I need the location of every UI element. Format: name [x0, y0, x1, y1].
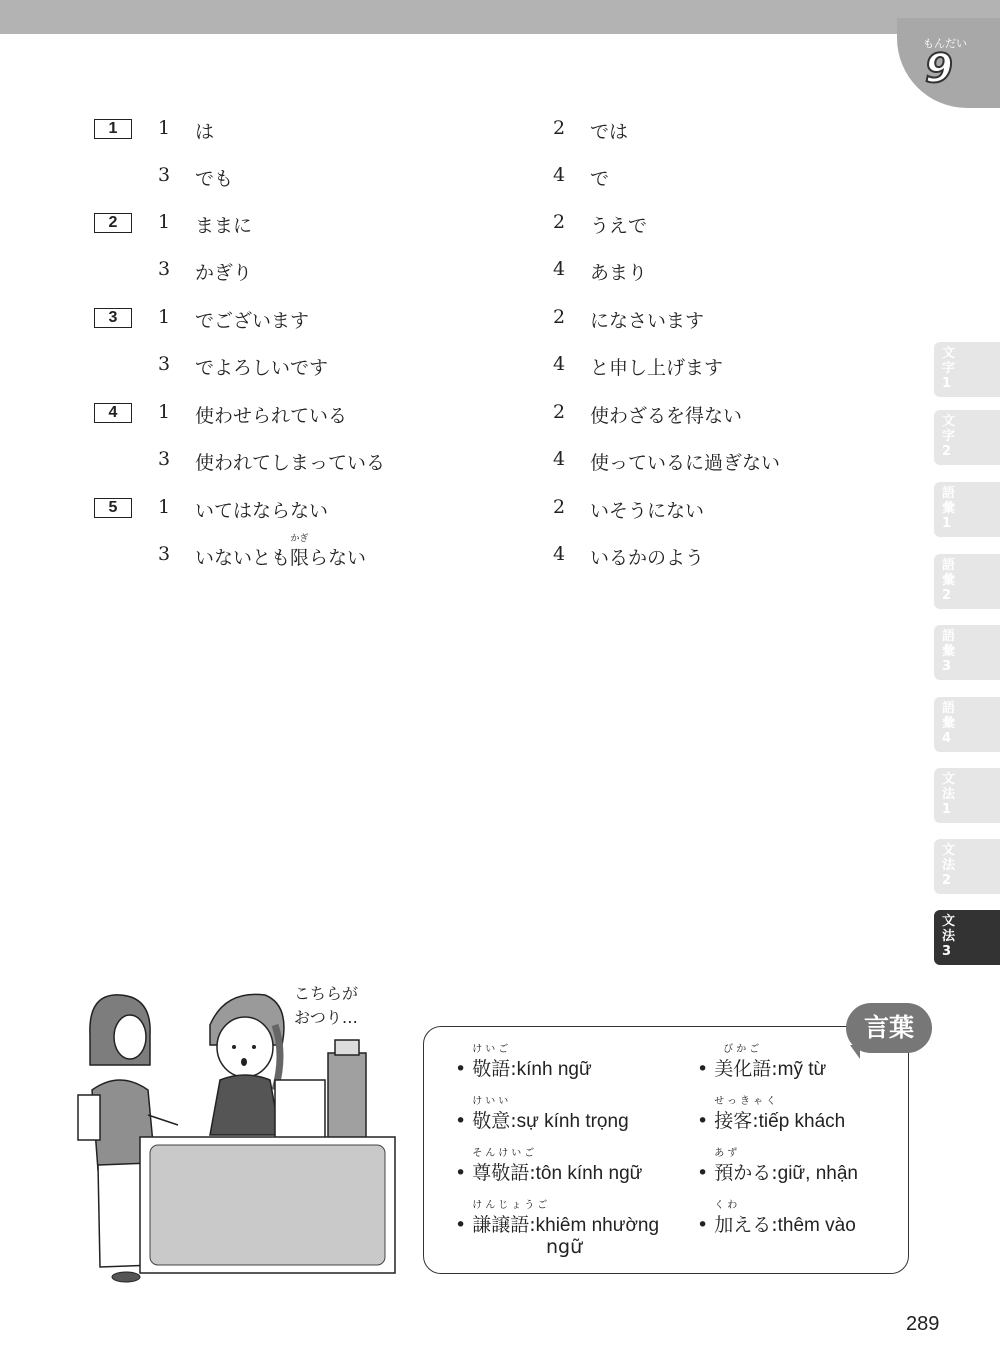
vocab-meaning: khiêm nhường [535, 1215, 660, 1236]
option-text: は [195, 121, 215, 143]
side-tab-moji-1[interactable]: 文 字 1 [934, 342, 1000, 397]
bullet: • [697, 1058, 709, 1080]
vocab-term: 敬意 [472, 1110, 511, 1132]
option-number: 4 [553, 448, 566, 470]
side-tab-bunpo-3[interactable]: 文 法 3 [934, 910, 1000, 965]
bullet: • [455, 1162, 467, 1184]
side-tab-goi-4[interactable]: 語 彙 4 [934, 697, 1000, 752]
option-text: と申し上げます [590, 357, 724, 379]
option-text: 使わせられている [195, 405, 348, 427]
option-text: いてはならない [195, 500, 329, 522]
vocab-meaning: tôn kính ngữ [535, 1163, 643, 1184]
vocab-meaning: tiếp khách [758, 1111, 846, 1132]
option-number: 1 [158, 117, 171, 139]
option-number: 2 [553, 306, 566, 328]
question-number: 5 [94, 498, 132, 518]
bullet: • [455, 1110, 467, 1132]
badge-caption: もんだい [923, 37, 967, 50]
side-tab-goi-1[interactable]: 語 彙 1 [934, 482, 1000, 537]
side-tab-bunpo-1[interactable]: 文 法 1 [934, 768, 1000, 823]
vocab-meaning: giữ, nhận [777, 1163, 858, 1184]
vocab-item: • くわ 加える:thêm vào [697, 1210, 856, 1237]
side-tab-bunpo-2[interactable]: 文 法 2 [934, 839, 1000, 894]
option-text: でよろしいです [195, 357, 329, 379]
option-text: いそうにない [590, 500, 705, 522]
top-bar [0, 0, 1000, 34]
option-text: あまり [590, 262, 648, 284]
page-number: 289 [906, 1313, 940, 1335]
option-text: うえで [590, 215, 648, 237]
question-number: 4 [94, 403, 132, 423]
option-number: 2 [553, 211, 566, 233]
shop-illustration [70, 985, 410, 1290]
vocab-item: • びかご 美化語:mỹ từ [697, 1054, 826, 1081]
option-number: 1 [158, 496, 171, 518]
option-text: いるかのよう [590, 547, 705, 569]
vocab-term: 謙譲語 [472, 1214, 530, 1236]
option-number: 2 [553, 401, 566, 423]
option-text: でございます [195, 310, 310, 332]
option-text: 使っているに過ぎない [590, 452, 781, 474]
bullet: • [455, 1214, 467, 1236]
option-text-post: らない [309, 547, 367, 569]
vocab-meaning: mỹ từ [777, 1059, 827, 1080]
option-number: 1 [158, 401, 171, 423]
bullet: • [697, 1162, 709, 1184]
question-number: 2 [94, 213, 132, 233]
option-text: では [590, 121, 629, 143]
vocab-meaning: kính ngữ [516, 1059, 592, 1080]
option-number: 4 [553, 353, 566, 375]
vocab-item: • そんけいご 尊敬語:tôn kính ngữ [455, 1158, 642, 1185]
option-number: 3 [158, 164, 171, 186]
ruby-kanji [290, 534, 310, 570]
vocab-item: • けいい 敬意:sự kính trọng [455, 1106, 629, 1133]
vocab-term: 美化語 [714, 1058, 772, 1080]
option-number: 3 [158, 448, 171, 470]
option-text: 使われてしまっている [195, 452, 386, 474]
kanji: 限 [290, 547, 310, 569]
badge-number: 9 [925, 46, 953, 92]
option-text [195, 534, 367, 570]
option-text: で [590, 168, 610, 190]
side-tab-goi-3[interactable]: 語 彙 3 [934, 625, 1000, 680]
problem-badge [897, 18, 1000, 108]
counter [140, 1137, 395, 1273]
option-number: 1 [158, 306, 171, 328]
bullet: • [697, 1214, 709, 1236]
vocab-term: 預かる [714, 1162, 772, 1184]
vocab-meaning-continued: ngữ [546, 1236, 583, 1258]
vocab-term: 敬語 [472, 1058, 511, 1080]
option-text: ままに [195, 215, 253, 237]
vocab-term: 加える [714, 1214, 772, 1236]
option-number: 2 [553, 496, 566, 518]
furigana: そんけいご [472, 1148, 538, 1159]
option-number: 1 [158, 211, 171, 233]
furigana: けいご [472, 1044, 512, 1055]
vocab-meaning: sự kính trọng [516, 1111, 629, 1132]
vocab-item: • せっきゃく 接客:tiếp khách [697, 1106, 845, 1133]
bullet: • [455, 1058, 467, 1080]
option-number: 4 [553, 258, 566, 280]
option-text-pre: いないとも [195, 547, 291, 569]
furigana: けいい [472, 1096, 512, 1107]
option-text: かぎり [195, 262, 253, 284]
option-number: 3 [158, 353, 171, 375]
vocab-item: • けんじょうご 謙譲語:khiêm nhường [455, 1210, 659, 1237]
question-number: 1 [94, 119, 132, 139]
vocab-item: • あず 預かる:giữ, nhận [697, 1158, 858, 1185]
vocab-term: 尊敬語 [472, 1162, 530, 1184]
vocab-item: • けいご 敬語:kính ngữ [455, 1054, 592, 1081]
furigana: びかご [723, 1044, 763, 1055]
side-tab-moji-2[interactable]: 文 字 2 [934, 410, 1000, 465]
option-number: 4 [553, 543, 566, 565]
furigana: せっきゃく [714, 1096, 780, 1107]
furigana: くわ [714, 1200, 741, 1211]
furigana: かぎ [290, 534, 309, 544]
vocabulary-heading: 言葉 [846, 1003, 932, 1053]
option-text: になさいます [590, 310, 705, 332]
option-text: でも [195, 168, 234, 190]
furigana: あず [714, 1148, 741, 1159]
option-number: 4 [553, 164, 566, 186]
clerk-figure [210, 994, 284, 1135]
option-number: 3 [158, 543, 171, 565]
question-number: 3 [94, 308, 132, 328]
option-number: 3 [158, 258, 171, 280]
vocab-term: 接客 [714, 1110, 753, 1132]
furigana: けんじょうご [472, 1200, 551, 1211]
speech-text: こちらが おつり… [294, 984, 359, 1027]
vocab-meaning: thêm vào [777, 1215, 856, 1236]
option-text: 使わざるを得ない [590, 405, 743, 427]
option-number: 2 [553, 117, 566, 139]
bullet: • [697, 1110, 709, 1132]
side-tab-goi-2[interactable]: 語 彙 2 [934, 554, 1000, 609]
cash-register [275, 1040, 366, 1140]
